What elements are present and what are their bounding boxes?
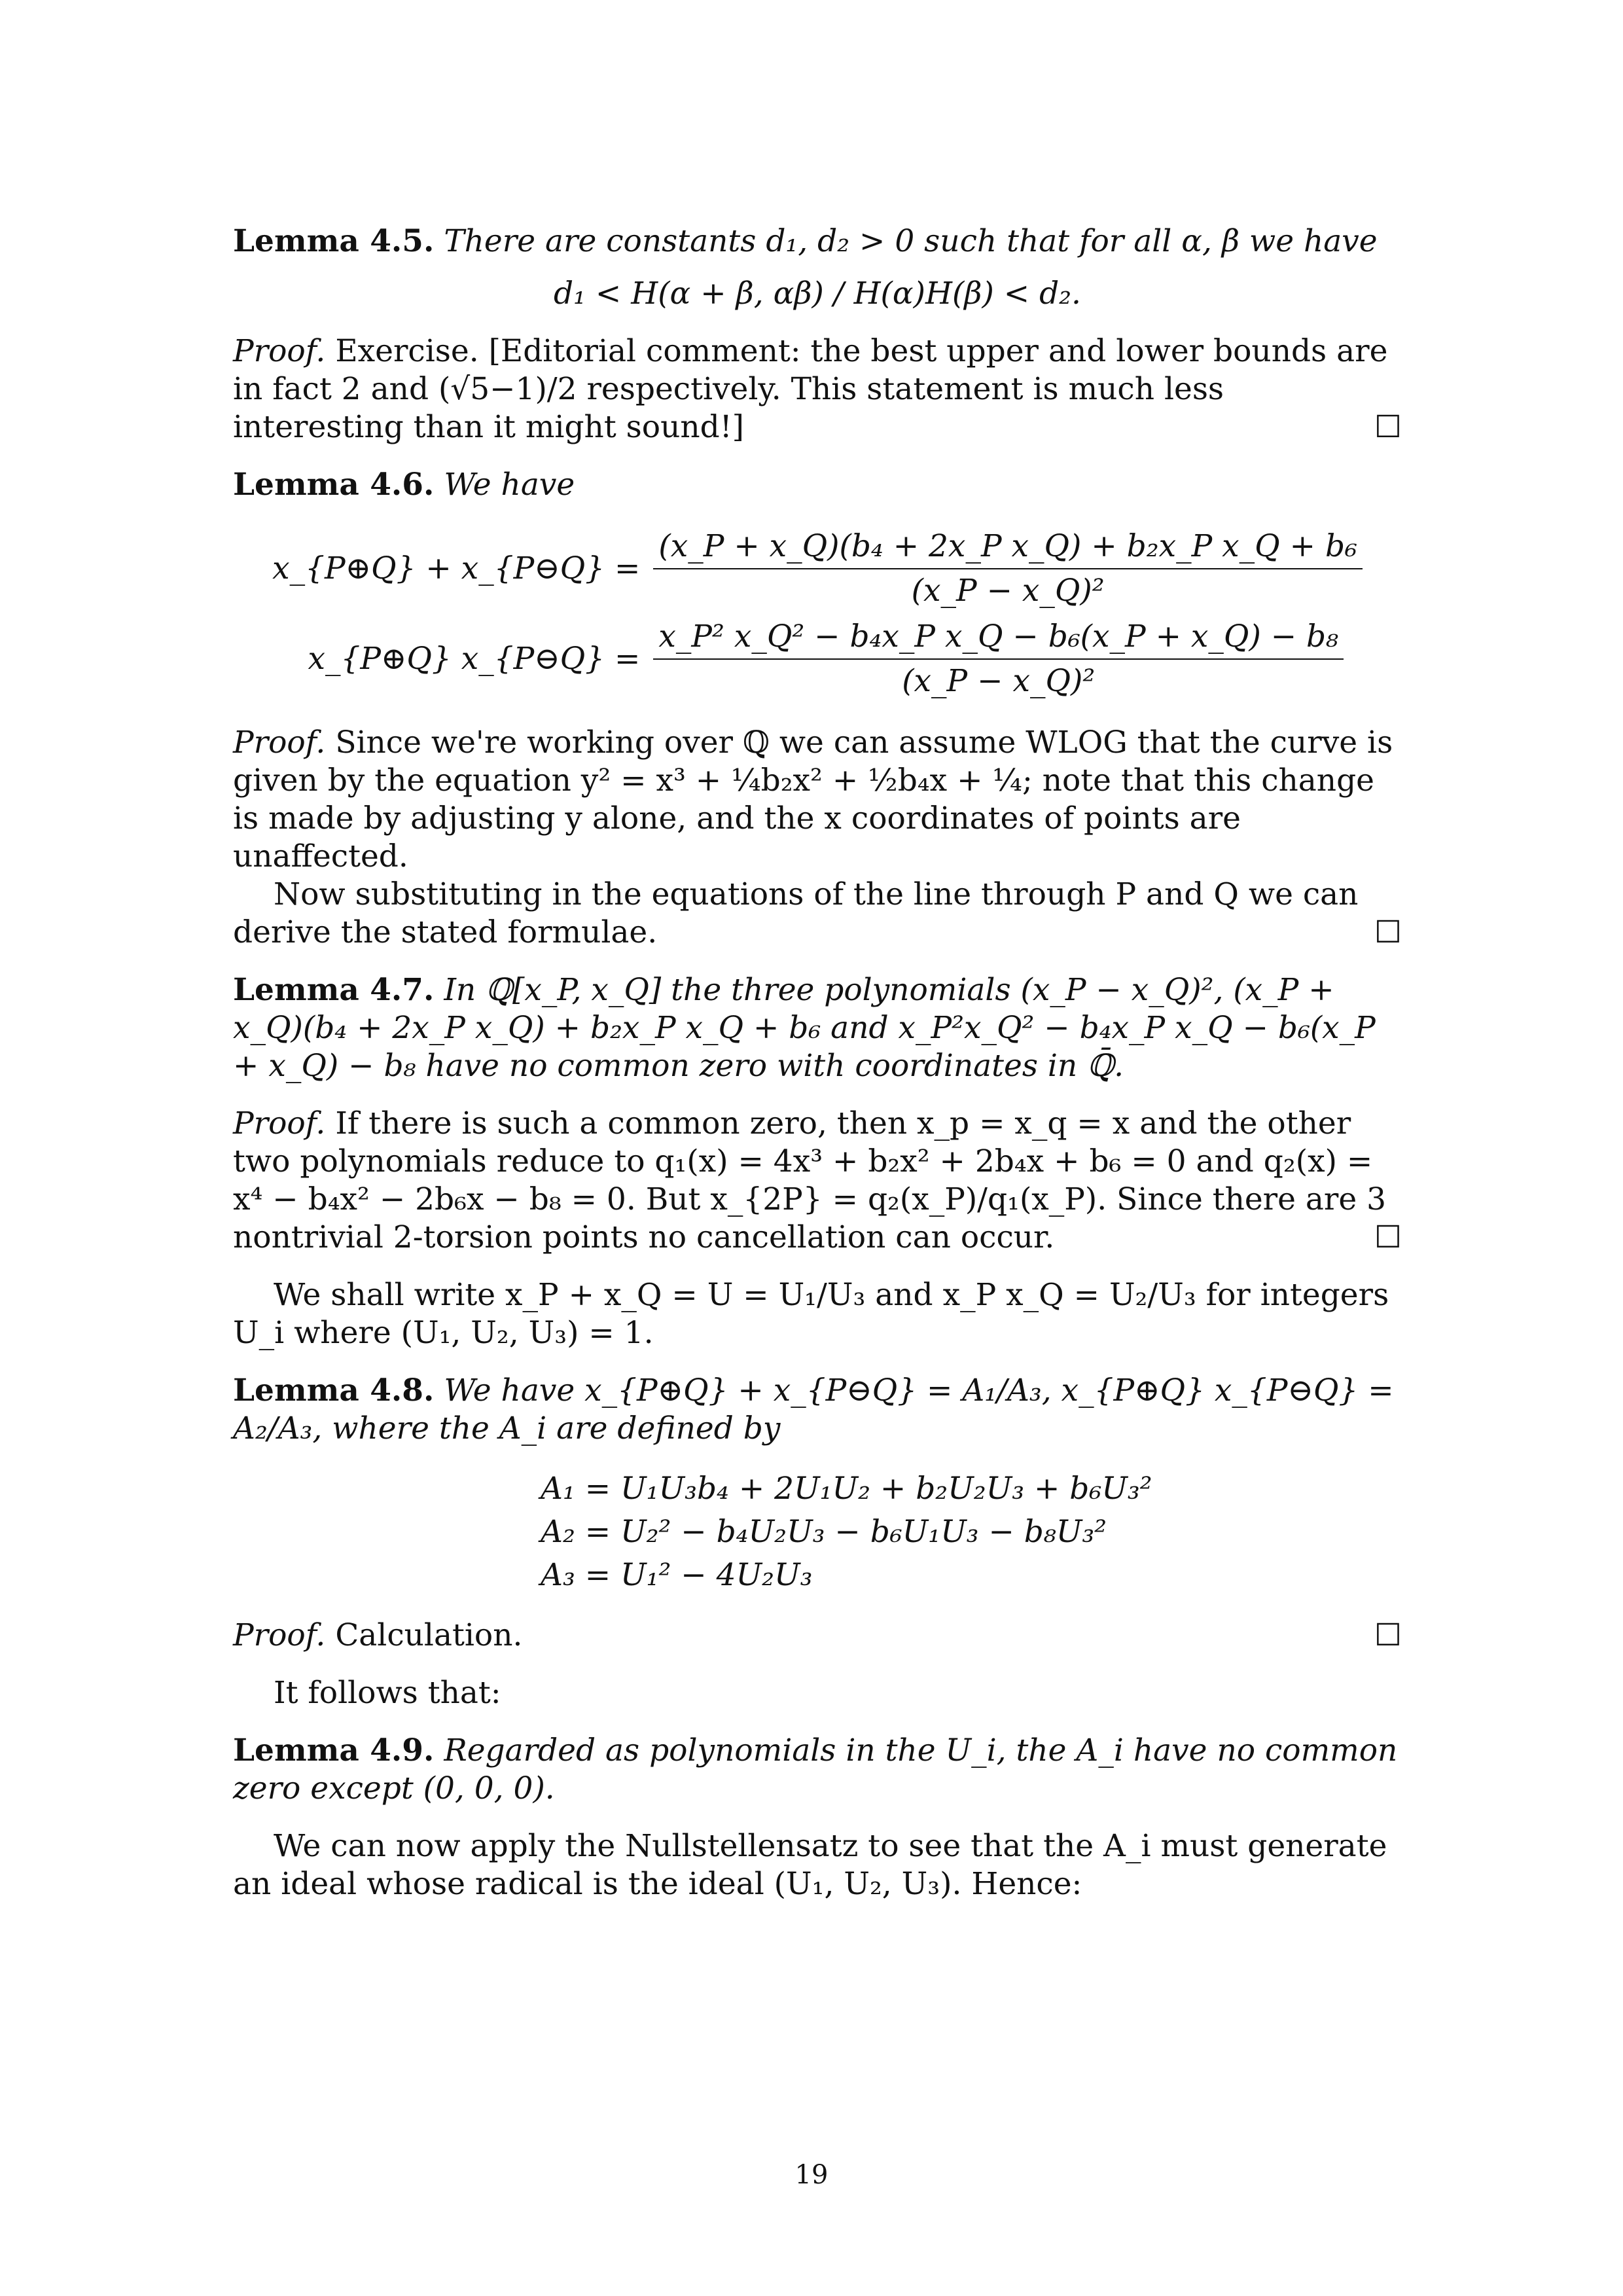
lemma-4-5 <box>233 223 1402 260</box>
lemma-heading: Lemma 4.6. <box>233 467 435 503</box>
equation-a2: A₂ = U₂² − b₄U₂U₃ − b₆U₁U₃ − b₈U₃² <box>541 1514 1107 1550</box>
transition-paragraph: It follows that: <box>274 1675 501 1711</box>
equation-lhs: x_{P⊕Q} x_{P⊖Q} = <box>308 641 641 677</box>
numerator: (x_P + x_Q)(b₄ + 2x_P x_Q) + b₂x_P x_Q + b₆ <box>653 528 1362 569</box>
equation-array <box>266 524 1369 704</box>
equation-lhs: x_{P⊕Q} + x_{P⊖Q} = <box>272 550 641 586</box>
proof-heading: Proof. <box>233 1617 326 1653</box>
equation-a3: A₃ = U₁² − 4U₂U₃ <box>541 1557 813 1593</box>
proof-text: Exercise. [Editorial comment: the best upper and lower bounds are in fact 2 and (√5−1)/2 respectively. This statement is much less interesting than it might sound!] <box>233 333 1388 445</box>
lemma-heading: Lemma 4.9. <box>233 1732 435 1768</box>
closing-paragraph: We can now apply the Nullstellensatz to see that the A_i must generate an ideal whose radical is the ideal (U₁, U₂, U₃). Hence: <box>233 1828 1387 1902</box>
display-equation: d₁ < H(α + β, αβ) / H(α)H(β) < d₂. <box>554 276 1081 312</box>
notation-paragraph: We shall write x_P + x_Q = U = U₁/U₃ and x_P x_Q = U₂/U₃ for integers U_i where (U₁, U₂, U₃) = 1. <box>233 1277 1389 1351</box>
page-body <box>233 223 1402 1903</box>
numerator: x_P² x_Q² − b₄x_P x_Q − b₆(x_P + x_Q) − b₈ <box>653 618 1344 660</box>
proof-paragraph <box>233 876 1402 952</box>
lemma-statement: We have x_{P⊕Q} + x_{P⊖Q} = A₁/A₃, x_{P⊕Q} x_{P⊖Q} = A₂/A₃, where the A_i are defined by <box>233 1372 1394 1446</box>
lemma-heading: Lemma 4.7. <box>233 972 435 1008</box>
fraction <box>653 618 1344 700</box>
proof-4-7 <box>233 1105 1402 1257</box>
lemma-statement: There are constants d₁, d₂ > 0 such that for all α, β we have <box>444 223 1378 259</box>
page-number: 19 <box>794 2160 829 2190</box>
equation-list <box>541 1467 1402 1597</box>
proof-text: Now substituting in the equations of the line through P and Q we can derive the stated formulae. <box>233 876 1359 950</box>
lemma-statement: In ℚ[x_P, x_Q] the three polynomials (x_P − x_Q)², (x_P + x_Q)(b₄ + 2x_P x_Q) + b₂x_P x_Q + b₆ and x_P²x_Q² − b₄x_P x_Q − b₆(x_P + x_Q) − b₈ have no common zero with coordinates in ℚ̄. <box>233 972 1376 1084</box>
qed-symbol: ☐ <box>1374 1617 1402 1653</box>
proof-heading: Proof. <box>233 1105 326 1141</box>
fraction <box>653 528 1362 610</box>
denominator: (x_P − x_Q)² <box>902 663 1096 699</box>
lemma-4-7 <box>233 971 1402 1085</box>
lemma-4-6 <box>233 466 1402 504</box>
equation-a1: A₁ = U₁U₃b₄ + 2U₁U₂ + b₂U₂U₃ + b₆U₃² <box>541 1471 1152 1507</box>
lemma-4-9 <box>233 1732 1402 1808</box>
qed-symbol: ☐ <box>1374 1219 1402 1255</box>
proof-4-8 <box>233 1617 1402 1655</box>
proof-text: Calculation. <box>335 1617 523 1653</box>
lemma-statement: Regarded as polynomials in the U_i, the A_i have no common zero except (0, 0, 0). <box>233 1732 1398 1806</box>
proof-heading: Proof. <box>233 333 326 369</box>
lemma-4-8 <box>233 1372 1402 1448</box>
denominator: (x_P − x_Q)² <box>911 573 1105 609</box>
proof-4-5 <box>233 332 1402 446</box>
lemma-heading: Lemma 4.5. <box>233 223 435 259</box>
qed-symbol: ☐ <box>1374 409 1402 445</box>
proof-4-6 <box>233 724 1402 876</box>
proof-text: If there is such a common zero, then x_p = x_q = x and the other two polynomials reduce to q₁(x) = 4x³ + b₂x² + 2b₄x + b₆ = 0 and q₂(x) = x⁴ − b₄x² − 2b₆x − b₈ = 0. But x_{2P} = q₂(x_P)/q₁(x_P). Since there are 3 nontrivial 2-torsion points no cancellation can occur. <box>233 1105 1387 1255</box>
proof-heading: Proof. <box>233 725 326 761</box>
proof-text: Since we're working over ℚ we can assume WLOG that the curve is given by the equation y² = x³ + ¼b₂x² + ½b₄x + ¼; note that this change is made by adjusting y alone, and the x coordinates of points are unaffected. <box>233 725 1393 874</box>
lemma-heading: Lemma 4.8. <box>233 1372 435 1408</box>
qed-symbol: ☐ <box>1374 914 1402 950</box>
lemma-statement: We have <box>444 467 575 503</box>
